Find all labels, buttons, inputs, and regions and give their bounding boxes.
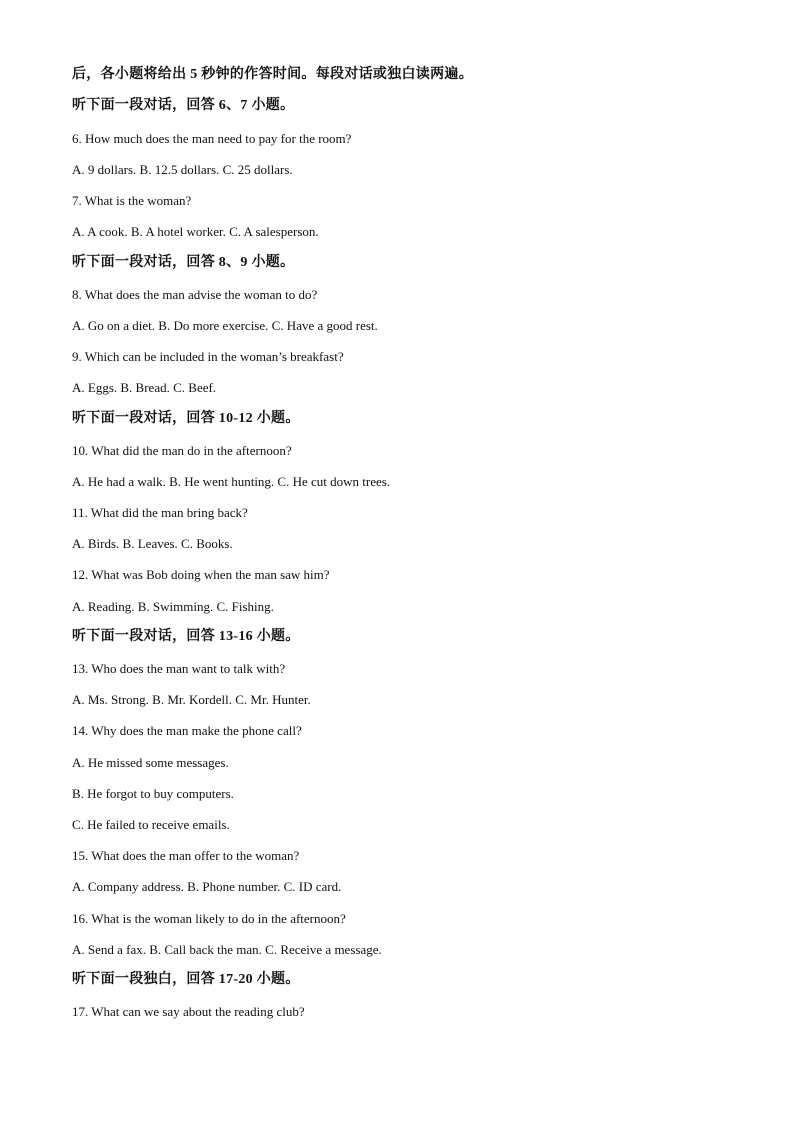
section-heading: 听下面一段对话，回答 8、9 小题。 xyxy=(72,255,295,270)
question-8: 8. What does the man advise the woman to do? xyxy=(72,287,318,302)
question-10-options: A. He had a walk. B. He went hunting. C. He cut down trees. xyxy=(72,474,391,489)
question-16: 16. What is the woman likely to do in the afternoon? xyxy=(72,911,346,926)
question-11-options: A. Birds. B. Leaves. C. Books. xyxy=(72,536,233,551)
question-17: 17. What can we say about the reading club? xyxy=(72,1004,305,1019)
section-heading: 听下面一段对话，回答 6、7 小题。 xyxy=(72,98,295,113)
question-10: 10. What did the man do in the afternoon? xyxy=(72,443,292,458)
question-9: 9. Which can be included in the woman’s breakfast? xyxy=(72,349,344,364)
question-14-option-c: C. He failed to receive emails. xyxy=(72,817,230,832)
instruction-text: 后，各小题将给出 5 秒钟的作答时间。每段对话或独白读两遍。 xyxy=(72,67,473,82)
question-9-options: A. Eggs. B. Bread. C. Beef. xyxy=(72,380,217,395)
question-8-options: A. Go on a diet. B. Do more exercise. C. Have a good rest. xyxy=(72,318,378,333)
question-14-option-a: A. He missed some messages. xyxy=(72,755,229,770)
question-15: 15. What does the man offer to the woman? xyxy=(72,848,300,863)
question-6-options: A. 9 dollars. B. 12.5 dollars. C. 25 dollars. xyxy=(72,162,293,177)
question-7-options: A. A cook. B. A hotel worker. C. A salesperson. xyxy=(72,224,319,239)
question-6: 6. How much does the man need to pay for the room? xyxy=(72,131,352,146)
section-heading: 听下面一段对话，回答 10-12 小题。 xyxy=(72,411,300,426)
question-12-options: A. Reading. B. Swimming. C. Fishing. xyxy=(72,599,274,614)
section-heading: 听下面一段独白，回答 17-20 小题。 xyxy=(72,972,300,987)
question-14-option-b: B. He forgot to buy computers. xyxy=(72,786,234,801)
section-heading: 听下面一段对话，回答 13-16 小题。 xyxy=(72,629,300,644)
question-7: 7. What is the woman? xyxy=(72,193,192,208)
question-11: 11. What did the man bring back? xyxy=(72,505,248,520)
question-16-options: A. Send a fax. B. Call back the man. C. Receive a message. xyxy=(72,942,382,957)
question-15-options: A. Company address. B. Phone number. C. ID card. xyxy=(72,879,342,894)
question-13-options: A. Ms. Strong. B. Mr. Kordell. C. Mr. Hunter. xyxy=(72,692,311,707)
question-12: 12. What was Bob doing when the man saw him? xyxy=(72,567,330,582)
question-13: 13. Who does the man want to talk with? xyxy=(72,661,286,676)
question-14: 14. Why does the man make the phone call? xyxy=(72,723,302,738)
